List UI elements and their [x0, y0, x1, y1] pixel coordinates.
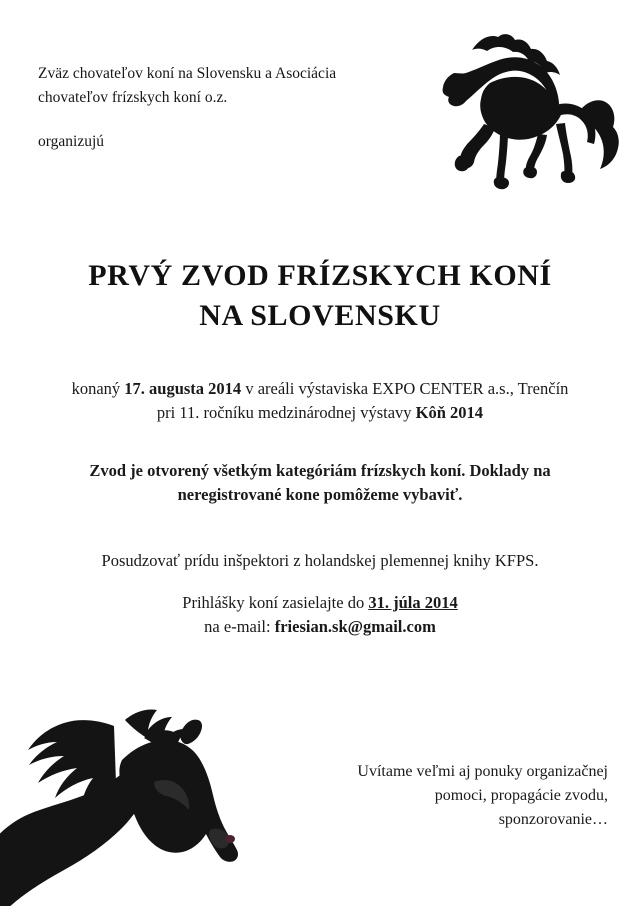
open-notice	[0, 459, 640, 507]
event-when-line-1	[0, 377, 640, 401]
when-suffix: v areáli výstaviska EXPO CENTER a.s., Trenčín	[241, 379, 569, 398]
event-when-where	[0, 377, 640, 425]
application-deadline: 31. júla 2014	[368, 593, 458, 612]
applications-line-1	[0, 591, 640, 615]
event-when-line-2	[0, 401, 640, 425]
open-notice-line-1: Zvod je otvorený všetkým kategóriám frízskych koní. Doklady na	[89, 461, 551, 480]
note-line-3: sponzorovanie…	[498, 811, 608, 828]
note-line-2: pomoci, propagácie zvodu,	[434, 787, 608, 804]
when-line2-prefix: pri 11. ročníku medzinárodnej výstavy	[156, 402, 416, 422]
title-line-2: NA SLOVENSKU	[199, 298, 441, 332]
judges-notice	[0, 549, 640, 573]
sponsorship-note	[308, 760, 608, 832]
note-line-1: Uvítame veľmi aj ponuky organizačnej	[357, 763, 608, 780]
organize-verb: organizujú	[38, 133, 105, 151]
applications-prefix: Prihlášky koní zasielajte do	[182, 593, 369, 612]
event-date: 17. augusta 2014	[124, 379, 242, 398]
contact-email[interactable]: friesian.sk@gmail.com	[274, 616, 436, 636]
organizer-line-2: chovateľov frízskych koní o.z.	[38, 89, 228, 107]
organizers-block	[38, 62, 428, 154]
poster-title	[0, 256, 640, 336]
open-notice-line-2: neregistrované kone pomôžeme vybaviť.	[177, 484, 463, 504]
black-horse-head-flowing-mane-icon	[0, 690, 262, 906]
email-prefix: na e-mail:	[204, 616, 275, 636]
black-friesian-horse-trotting-icon	[432, 28, 624, 193]
applications-line-2	[0, 615, 640, 639]
event-name: Kôň 2014	[415, 402, 484, 422]
judges-text: Posudzovať prídu inšpektori z holandskej plemennej knihy KFPS.	[101, 551, 539, 570]
title-line-1: PRVÝ ZVOD FRÍZSKYCH KONÍ	[88, 259, 552, 292]
applications-block	[0, 591, 640, 639]
organizer-line-1: Zväz chovateľov koní na Slovensku a Asociácia	[38, 65, 337, 82]
when-prefix: konaný	[71, 379, 125, 398]
